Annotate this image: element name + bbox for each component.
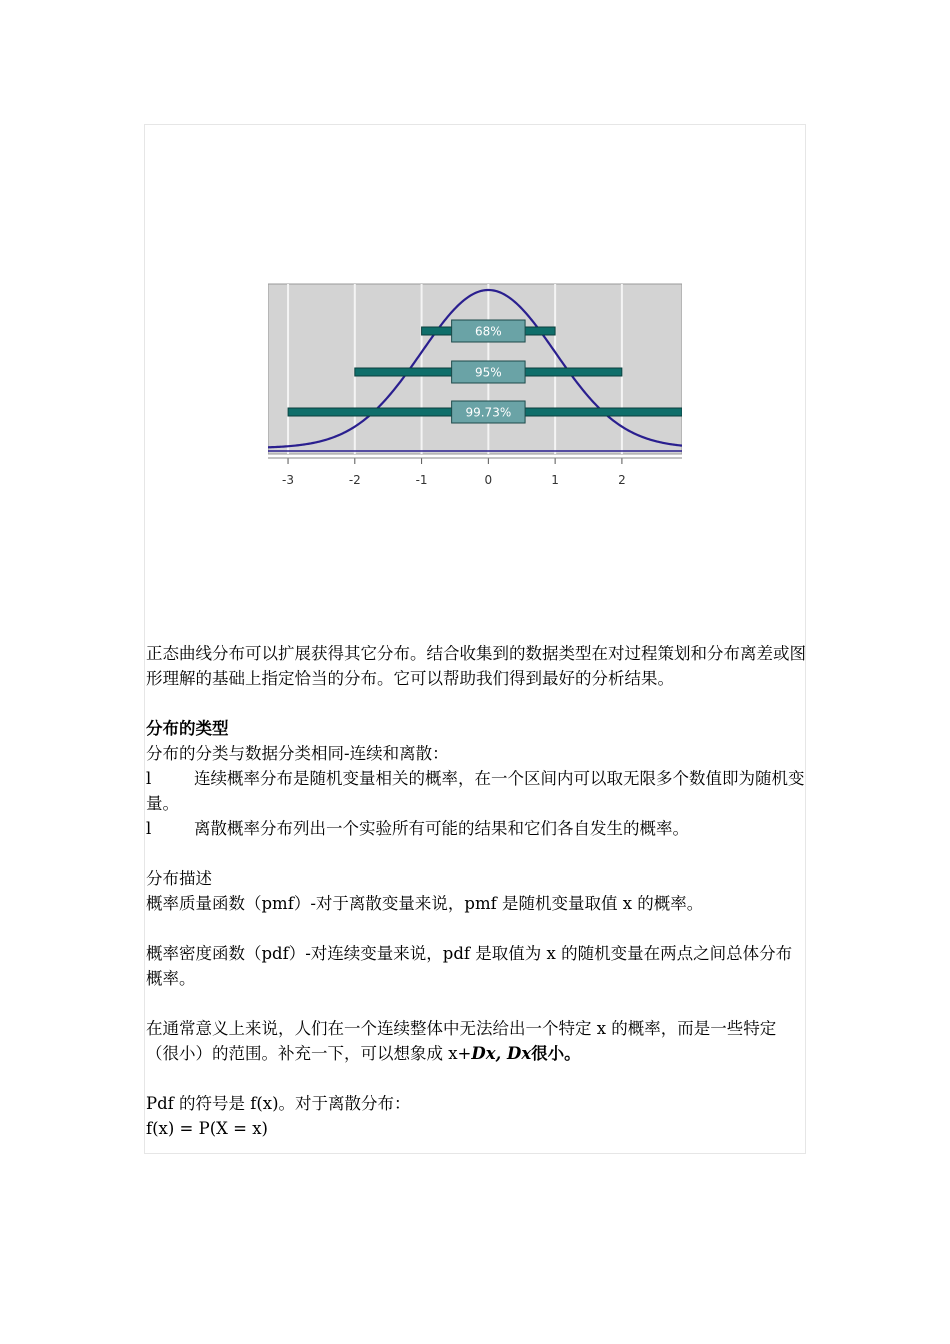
x-tick-label: -3 [282, 473, 295, 487]
general-paragraph [146, 1016, 806, 1066]
interval-label: 99.73% [465, 405, 512, 420]
intro-paragraph: 正态曲线分布可以扩展获得其它分布。结合收集到的数据类型在对过程策划和分布离差或图形理解的基础上指定恰当的分布。它可以帮助我们得到最好的分析结果。 [146, 644, 806, 688]
pdf-paragraph: 概率密度函数（pdf）-对连续变量来说，pdf 是取值为 x 的随机变量在两点之间总体分布概率。 [146, 944, 793, 988]
list-item-text: 离散概率分布列出一个实验所有可能的结果和它们各自发生的概率。 [194, 819, 689, 838]
general-text-b: 很小。 [531, 1044, 581, 1063]
list-item-text: 连续概率分布是随机变量相关的概率，在一个区间内可以取无限多个数值即为随机变量。 [146, 769, 805, 813]
pdf-symbol-paragraph: Pdf 的符号是 f(x)。对于离散分布： [146, 1094, 411, 1113]
article-text [146, 641, 806, 1141]
x-tick-label: 1 [551, 473, 559, 487]
heading-distribution-types: 分布的类型 [146, 719, 229, 738]
interval-label: 95% [475, 365, 502, 380]
x-tick-label: 0 [484, 473, 493, 487]
list-item-discrete [146, 816, 806, 841]
normal-distribution-chart [268, 280, 682, 492]
delta-x-text: Dx, Dx [471, 1044, 532, 1063]
pmf-paragraph: 概率质量函数（pmf）-对于离散变量来说，pmf 是随机变量取值 x 的概率。 [146, 894, 704, 913]
x-tick-label: -1 [415, 473, 428, 487]
x-tick-label: 2 [618, 473, 626, 487]
types-intro: 分布的分类与数据分类相同-连续和离散： [146, 744, 449, 763]
chart-svg [268, 280, 682, 492]
x-tick-label: -2 [348, 473, 361, 487]
formula: f(x) = P(X = x) [146, 1119, 268, 1138]
list-bullet: l [146, 819, 152, 838]
interval-label: 68% [475, 324, 502, 339]
general-text-a: 在通常意义上来说，人们在一个连续整体中无法给出一个特定 x 的概率，而是一些特定（很小）的范围。补充一下，可以想象成 x+ [146, 1019, 777, 1063]
heading-distribution-description: 分布描述 [146, 869, 212, 888]
list-item-continuous [146, 766, 806, 816]
list-bullet: l [146, 769, 152, 788]
